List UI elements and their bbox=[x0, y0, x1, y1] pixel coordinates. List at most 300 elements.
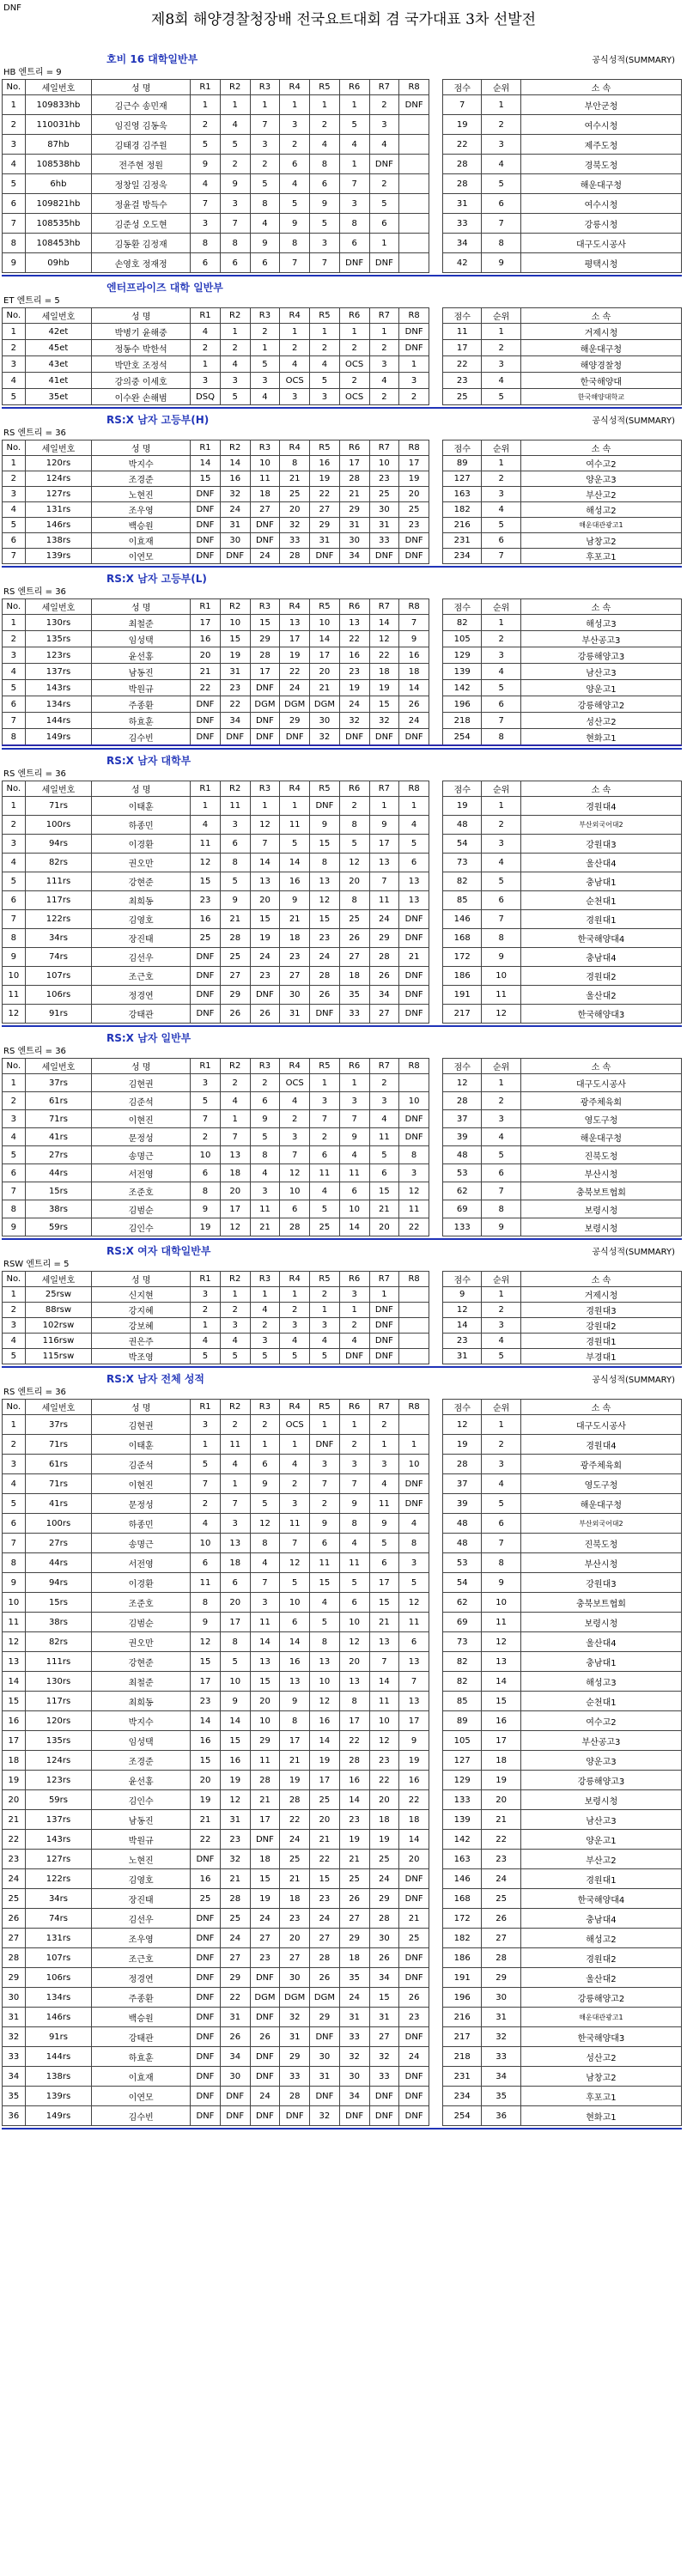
table-cell: 19 bbox=[250, 929, 280, 948]
table-cell: 32 bbox=[310, 2106, 340, 2126]
table-cell: 6 bbox=[399, 1632, 429, 1652]
table-row bbox=[3, 1672, 682, 1692]
table-cell: 5 bbox=[220, 389, 250, 405]
table-cell: 5 bbox=[482, 1146, 520, 1164]
entry-count: RS 엔트리 = 36 bbox=[3, 1388, 66, 1397]
results-section bbox=[0, 409, 687, 568]
table-cell: 5 bbox=[339, 1573, 369, 1593]
table-cell: 13 bbox=[3, 1652, 26, 1672]
table-cell: 20 bbox=[339, 1652, 369, 1672]
table-cell: 6 bbox=[482, 1164, 520, 1182]
table-cell: 3 bbox=[220, 373, 250, 389]
table-cell: 8 bbox=[220, 854, 250, 872]
table-cell: 2 bbox=[3, 1303, 26, 1318]
table-cell: 김선우 bbox=[92, 948, 191, 967]
column-spacer bbox=[429, 1303, 442, 1318]
table-cell: 8 bbox=[482, 1200, 520, 1218]
table-cell: 53 bbox=[443, 1553, 482, 1573]
table-cell: 15 bbox=[250, 1869, 280, 1889]
table-cell: 보령시청 bbox=[520, 1790, 681, 1810]
table-cell: 1 bbox=[191, 95, 221, 115]
table-cell: DNF bbox=[339, 253, 369, 273]
column-header: No. bbox=[3, 1400, 26, 1415]
table-cell bbox=[399, 1349, 429, 1364]
table-cell: 9 bbox=[399, 1731, 429, 1751]
column-spacer bbox=[429, 308, 442, 324]
table-cell: 8 bbox=[191, 234, 221, 253]
table-cell: 충북보트협회 bbox=[520, 1593, 681, 1613]
table-row bbox=[3, 1182, 682, 1200]
table-cell: 경북도청 bbox=[520, 155, 681, 174]
table-cell: 17 bbox=[339, 456, 369, 471]
table-cell: 김인수 bbox=[92, 1790, 191, 1810]
table-cell: 26 bbox=[310, 1968, 340, 1988]
table-cell: 11 bbox=[280, 1514, 310, 1534]
table-cell: 5 bbox=[250, 1494, 280, 1514]
section-title: RS:X 남자 고등부(L) bbox=[106, 573, 207, 585]
table-cell bbox=[399, 1415, 429, 1435]
table-cell: 22 bbox=[369, 647, 399, 664]
column-header: 순위 bbox=[482, 1400, 520, 1415]
table-cell: 23 bbox=[399, 2008, 429, 2027]
table-cell: 130rs bbox=[25, 615, 91, 631]
column-header: No. bbox=[3, 599, 26, 615]
column-spacer bbox=[429, 1182, 442, 1200]
table-cell: 48 bbox=[443, 1146, 482, 1164]
table-cell: 27 bbox=[339, 1909, 369, 1929]
table-cell: 20 bbox=[369, 1218, 399, 1236]
table-cell: 12 bbox=[482, 1005, 520, 1024]
table-cell: 12 bbox=[339, 1632, 369, 1652]
table-cell: 10 bbox=[191, 1534, 221, 1553]
table-cell: 12 bbox=[250, 1514, 280, 1534]
section-title: 호비 16 대학일반부 bbox=[106, 53, 198, 65]
table-cell: 18 bbox=[280, 1889, 310, 1909]
table-cell: 2 bbox=[369, 1074, 399, 1092]
table-cell: 5 bbox=[399, 1573, 429, 1593]
table-cell: 25 bbox=[3, 1889, 26, 1909]
table-cell: 8 bbox=[482, 1553, 520, 1573]
table-cell: 6 bbox=[369, 214, 399, 234]
table-cell: 13 bbox=[220, 1146, 250, 1164]
table-cell: 1 bbox=[399, 356, 429, 373]
table-cell: 23 bbox=[369, 1751, 399, 1771]
table-cell: 9 bbox=[191, 155, 221, 174]
table-cell: 2 bbox=[220, 155, 250, 174]
table-cell: 남동진 bbox=[92, 1810, 191, 1830]
table-cell: 5 bbox=[310, 1613, 340, 1632]
table-header-row bbox=[3, 1059, 682, 1074]
table-row bbox=[3, 1909, 682, 1929]
table-cell: 순천대1 bbox=[520, 1692, 681, 1711]
table-cell: OCS bbox=[339, 389, 369, 405]
table-cell: 9 bbox=[339, 1128, 369, 1146]
section-summary-label: 공식성적(SUMMARY) bbox=[592, 56, 675, 65]
table-cell: 4 bbox=[339, 135, 369, 155]
table-cell: 100rs bbox=[25, 1514, 91, 1534]
table-cell: 22 bbox=[310, 487, 340, 502]
table-cell: 5 bbox=[339, 835, 369, 854]
table-cell: 18 bbox=[250, 1850, 280, 1869]
table-cell: 23 bbox=[220, 680, 250, 696]
table-cell: 21 bbox=[310, 680, 340, 696]
table-cell: 18 bbox=[280, 929, 310, 948]
table-cell: 28 bbox=[3, 1948, 26, 1968]
table-cell: 강지혜 bbox=[92, 1303, 191, 1318]
table-cell: 146 bbox=[443, 910, 482, 929]
table-cell: 19 bbox=[443, 797, 482, 816]
table-cell: DNF bbox=[250, 680, 280, 696]
table-row bbox=[3, 948, 682, 967]
table-cell: 28 bbox=[443, 1092, 482, 1110]
table-cell: 3 bbox=[369, 356, 399, 373]
table-cell: DNF bbox=[250, 518, 280, 533]
table-cell: 14 bbox=[482, 1672, 520, 1692]
table-cell: 6hb bbox=[25, 174, 91, 194]
table-row bbox=[3, 854, 682, 872]
table-cell: 9 bbox=[369, 1514, 399, 1534]
table-cell: 25 bbox=[369, 1850, 399, 1869]
table-cell: 22 bbox=[191, 1830, 221, 1850]
table-cell: 5 bbox=[3, 174, 26, 194]
table-cell: 33 bbox=[369, 2067, 399, 2087]
column-header: R1 bbox=[191, 440, 221, 456]
table-cell: 7 bbox=[3, 713, 26, 729]
table-cell: DNF bbox=[191, 967, 221, 986]
table-cell: 10 bbox=[339, 1613, 369, 1632]
table-row bbox=[3, 631, 682, 647]
table-cell: 120rs bbox=[25, 1711, 91, 1731]
column-spacer bbox=[429, 1400, 442, 1415]
table-cell: 7 bbox=[3, 549, 26, 564]
table-row bbox=[3, 1164, 682, 1182]
table-cell: 4 bbox=[399, 816, 429, 835]
table-cell: 34 bbox=[443, 234, 482, 253]
table-cell: 3 bbox=[280, 389, 310, 405]
table-cell: 조준호 bbox=[92, 1593, 191, 1613]
table-cell: 5 bbox=[310, 1349, 340, 1364]
table-cell: 3 bbox=[3, 135, 26, 155]
table-cell: 14 bbox=[310, 631, 340, 647]
table-cell: 22 bbox=[399, 1790, 429, 1810]
table-row bbox=[3, 910, 682, 929]
column-header: No. bbox=[3, 1059, 26, 1074]
table-cell: DNF bbox=[369, 549, 399, 564]
table-cell: 해운대관광고1 bbox=[520, 2008, 681, 2027]
table-cell: DNF bbox=[369, 253, 399, 273]
table-cell: 15 bbox=[3, 1692, 26, 1711]
table-cell: 박원규 bbox=[92, 1830, 191, 1850]
table-cell: 7 bbox=[482, 1534, 520, 1553]
column-header: R4 bbox=[280, 80, 310, 95]
table-cell: 27 bbox=[339, 948, 369, 967]
column-header: R2 bbox=[220, 440, 250, 456]
table-cell: 문정성 bbox=[92, 1494, 191, 1514]
table-row bbox=[3, 696, 682, 713]
table-cell: 15 bbox=[369, 696, 399, 713]
table-cell: OCS bbox=[280, 373, 310, 389]
table-row bbox=[3, 680, 682, 696]
table-cell: 18 bbox=[3, 1751, 26, 1771]
table-cell: 15 bbox=[250, 1672, 280, 1692]
table-cell: DNF bbox=[399, 1494, 429, 1514]
table-cell: 15 bbox=[191, 872, 221, 891]
results-section bbox=[0, 48, 687, 276]
table-cell: 21 bbox=[369, 1613, 399, 1632]
table-cell: 9 bbox=[482, 948, 520, 967]
table-cell: 12 bbox=[310, 1692, 340, 1711]
table-cell: 8 bbox=[250, 194, 280, 214]
table-cell: 16 bbox=[310, 456, 340, 471]
table-cell: 31 bbox=[220, 518, 250, 533]
column-spacer bbox=[429, 680, 442, 696]
column-header: 순위 bbox=[482, 1272, 520, 1287]
table-cell: DNF bbox=[339, 729, 369, 746]
table-cell: 14 bbox=[310, 1731, 340, 1751]
table-cell: DNF bbox=[339, 2106, 369, 2126]
table-cell: 16 bbox=[399, 1771, 429, 1790]
table-row bbox=[3, 1534, 682, 1553]
column-header: 점수 bbox=[443, 781, 482, 797]
table-cell: 29 bbox=[369, 929, 399, 948]
table-cell: DNF bbox=[191, 487, 221, 502]
table-cell: 거제시청 bbox=[520, 324, 681, 340]
table-cell: 143rs bbox=[25, 680, 91, 696]
table-cell: 231 bbox=[443, 533, 482, 549]
table-cell: 17 bbox=[310, 1771, 340, 1790]
table-cell: 25 bbox=[310, 1218, 340, 1236]
column-spacer bbox=[429, 891, 442, 910]
table-cell: 26 bbox=[310, 986, 340, 1005]
table-cell: 30 bbox=[310, 713, 340, 729]
table-cell: 5 bbox=[3, 389, 26, 405]
table-cell: 23 bbox=[250, 1948, 280, 1968]
table-cell: 순천대1 bbox=[520, 891, 681, 910]
column-spacer bbox=[429, 1711, 442, 1731]
table-cell: 7 bbox=[280, 1146, 310, 1164]
table-cell: 5 bbox=[369, 1146, 399, 1164]
table-row bbox=[3, 872, 682, 891]
table-cell: 4 bbox=[310, 1182, 340, 1200]
table-cell: 1 bbox=[280, 95, 310, 115]
table-cell: 4 bbox=[191, 1514, 221, 1534]
table-cell: 73 bbox=[443, 1632, 482, 1652]
table-cell: 28 bbox=[220, 1889, 250, 1909]
table-cell: 김동환 김정재 bbox=[92, 234, 191, 253]
column-header: R1 bbox=[191, 781, 221, 797]
table-cell: 조우영 bbox=[92, 502, 191, 518]
table-cell: 28 bbox=[369, 948, 399, 967]
table-cell: 3 bbox=[482, 487, 520, 502]
table-cell: 21 bbox=[399, 948, 429, 967]
table-cell: 7 bbox=[280, 253, 310, 273]
table-cell: 16 bbox=[280, 872, 310, 891]
table-cell: 20 bbox=[220, 1593, 250, 1613]
table-cell: 143rs bbox=[25, 1830, 91, 1850]
table-cell: 보령시청 bbox=[520, 1200, 681, 1218]
table-cell: 11 bbox=[339, 1553, 369, 1573]
column-spacer bbox=[429, 1218, 442, 1236]
table-cell: 5 bbox=[399, 835, 429, 854]
table-cell: 9 bbox=[250, 234, 280, 253]
table-cell: 120rs bbox=[25, 456, 91, 471]
table-cell: 6 bbox=[250, 1092, 280, 1110]
table-cell: 26 bbox=[3, 1909, 26, 1929]
table-cell: 13 bbox=[250, 872, 280, 891]
table-cell: 12 bbox=[399, 1593, 429, 1613]
table-cell: 3 bbox=[482, 1110, 520, 1128]
table-cell: 3 bbox=[220, 816, 250, 835]
table-cell: 박만호 조정석 bbox=[92, 356, 191, 373]
table-cell: 7 bbox=[310, 1474, 340, 1494]
table-cell: 24 bbox=[310, 1909, 340, 1929]
table-row bbox=[3, 729, 682, 746]
table-cell: 24 bbox=[310, 948, 340, 967]
table-cell: 4 bbox=[482, 155, 520, 174]
table-cell bbox=[399, 1318, 429, 1334]
table-cell: 5 bbox=[250, 356, 280, 373]
table-cell: 4 bbox=[339, 1334, 369, 1349]
table-cell: 10 bbox=[3, 967, 26, 986]
table-cell: 23 bbox=[310, 1889, 340, 1909]
column-header: R1 bbox=[191, 80, 221, 95]
column-header: 점수 bbox=[443, 440, 482, 456]
table-cell: 15 bbox=[250, 615, 280, 631]
table-cell: 최철준 bbox=[92, 1672, 191, 1692]
column-spacer bbox=[429, 487, 442, 502]
table-row bbox=[3, 253, 682, 273]
column-header: R4 bbox=[280, 308, 310, 324]
table-cell: 34 bbox=[220, 2047, 250, 2067]
table-cell: 송명근 bbox=[92, 1534, 191, 1553]
table-cell: 진북도청 bbox=[520, 1534, 681, 1553]
table-cell: 장진태 bbox=[92, 1889, 191, 1909]
table-cell: 33 bbox=[280, 533, 310, 549]
table-cell: 10 bbox=[482, 1593, 520, 1613]
table-cell bbox=[399, 1334, 429, 1349]
table-row bbox=[3, 1869, 682, 1889]
table-cell: 111rs bbox=[25, 872, 91, 891]
table-cell: 10 bbox=[369, 456, 399, 471]
table-cell: 44rs bbox=[25, 1164, 91, 1182]
table-header-row bbox=[3, 1400, 682, 1415]
table-cell: 2 bbox=[482, 1435, 520, 1455]
table-cell bbox=[399, 1303, 429, 1318]
table-cell: 3 bbox=[482, 356, 520, 373]
table-row bbox=[3, 891, 682, 910]
table-cell: 31 bbox=[310, 533, 340, 549]
table-cell: 146rs bbox=[25, 2008, 91, 2027]
table-cell: 48 bbox=[443, 816, 482, 835]
table-cell: 1 bbox=[399, 1435, 429, 1455]
table-cell: 10 bbox=[250, 456, 280, 471]
table-cell: 31 bbox=[443, 194, 482, 214]
table-row bbox=[3, 1652, 682, 1672]
table-cell: 부산공고3 bbox=[520, 1731, 681, 1751]
table-cell: 11 bbox=[369, 1128, 399, 1146]
column-header: R5 bbox=[310, 599, 340, 615]
table-cell: 23 bbox=[482, 1850, 520, 1869]
table-cell: 191 bbox=[443, 986, 482, 1005]
table-cell: 이태훈 bbox=[92, 1435, 191, 1455]
table-cell: 7 bbox=[339, 1474, 369, 1494]
table-cell: 19 bbox=[399, 1751, 429, 1771]
table-cell: 29 bbox=[310, 518, 340, 533]
table-cell: 34 bbox=[339, 549, 369, 564]
column-header: R6 bbox=[339, 440, 369, 456]
table-cell: 16 bbox=[220, 1751, 250, 1771]
table-row bbox=[3, 456, 682, 471]
table-cell: 10 bbox=[369, 1711, 399, 1731]
table-cell: DNF bbox=[369, 2087, 399, 2106]
table-cell: 1 bbox=[339, 95, 369, 115]
column-header: No. bbox=[3, 1272, 26, 1287]
entry-count: RS 엔트리 = 36 bbox=[3, 587, 66, 597]
table-cell: 4 bbox=[482, 664, 520, 680]
table-cell: 4 bbox=[3, 1334, 26, 1349]
column-spacer bbox=[429, 1929, 442, 1948]
table-cell: 1 bbox=[482, 1074, 520, 1092]
column-header: R5 bbox=[310, 1400, 340, 1415]
table-cell: 1 bbox=[339, 324, 369, 340]
table-cell: DNF bbox=[191, 1968, 221, 1988]
table-cell: 17 bbox=[399, 1711, 429, 1731]
table-cell: 37rs bbox=[25, 1074, 91, 1092]
table-cell: 이연모 bbox=[92, 549, 191, 564]
table-cell: 6 bbox=[280, 1613, 310, 1632]
table-cell: 10 bbox=[220, 1672, 250, 1692]
table-cell: 28 bbox=[339, 471, 369, 487]
table-cell: 4 bbox=[250, 214, 280, 234]
table-cell: 34 bbox=[482, 2067, 520, 2087]
table-cell: 28 bbox=[339, 1751, 369, 1771]
table-cell: 2 bbox=[3, 115, 26, 135]
table-row bbox=[3, 1110, 682, 1128]
table-cell: DNF bbox=[250, 2008, 280, 2027]
table-cell: 82 bbox=[443, 1672, 482, 1692]
results-section bbox=[0, 1368, 687, 2129]
table-cell: 5 bbox=[191, 1092, 221, 1110]
column-spacer bbox=[429, 80, 442, 95]
column-spacer bbox=[429, 115, 442, 135]
table-cell: 32 bbox=[220, 487, 250, 502]
table-cell: 20 bbox=[310, 1810, 340, 1830]
table-cell: 2 bbox=[339, 373, 369, 389]
table-cell: 김준석 bbox=[92, 1092, 191, 1110]
table-cell: 26 bbox=[399, 696, 429, 713]
table-cell: 7 bbox=[369, 872, 399, 891]
table-cell: 108535hb bbox=[25, 214, 91, 234]
table-cell: 광주체육회 bbox=[520, 1455, 681, 1474]
table-cell: 21 bbox=[220, 910, 250, 929]
column-header: 성 명 bbox=[92, 1400, 191, 1415]
column-spacer bbox=[429, 155, 442, 174]
table-cell: 1 bbox=[310, 95, 340, 115]
table-cell: 5 bbox=[250, 1349, 280, 1364]
table-cell: 1 bbox=[220, 324, 250, 340]
table-cell: 해성고3 bbox=[520, 1672, 681, 1692]
table-cell: 24 bbox=[280, 680, 310, 696]
table-cell: 17 bbox=[250, 1810, 280, 1830]
table-cell: 주종환 bbox=[92, 696, 191, 713]
table-cell: 서전영 bbox=[92, 1164, 191, 1182]
table-cell: 85 bbox=[443, 1692, 482, 1711]
table-cell: 1 bbox=[369, 324, 399, 340]
table-cell: 34 bbox=[3, 2067, 26, 2087]
column-spacer bbox=[429, 1810, 442, 1830]
table-cell: 149rs bbox=[25, 729, 91, 746]
table-cell: 31 bbox=[339, 2008, 369, 2027]
